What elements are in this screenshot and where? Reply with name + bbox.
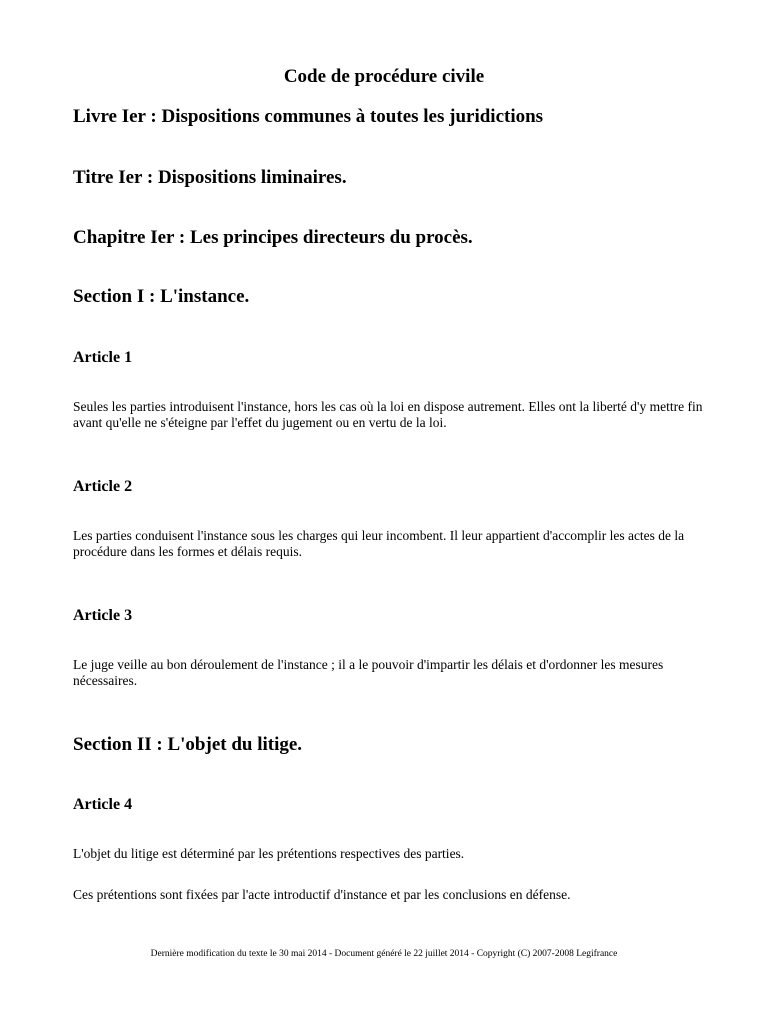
article-4-paragraph-1: L'objet du litige est déterminé par les prétentions respectives des parties. [73, 846, 465, 861]
article-3-text: Le juge veille au bon déroulement de l'instance ; il a le pouvoir d'impartir les délais et d'ordonner les mesures nécessaires. [73, 657, 664, 688]
page-footer: Dernière modification du texte le 30 mai 2014 - Document généré le 22 juillet 2014 - Copyright (C) 2007-2008 Legifrance [150, 949, 618, 959]
article-2-text: Les parties conduisent l'instance sous les charges qui leur incombent. Il leur appartient d'accomplir les actes de la procédure dans les formes et délais requis. [73, 528, 685, 559]
section-2-heading: Section II : L'objet du litige. [73, 734, 303, 755]
document-title: Code de procédure civile [283, 66, 485, 87]
chapitre-heading: Chapitre Ier : Les principes directeurs du procès. [73, 227, 473, 248]
article-4-paragraph-2: Ces prétentions sont fixées par l'acte introductif d'instance et par les conclusions en défense. [73, 887, 571, 902]
article-2-heading: Article 2 [73, 478, 133, 495]
article-1-text: Seules les parties introduisent l'instance, hors les cas où la loi en dispose autrement. Elles ont la liberté d'y mettre fin avant qu'elle ne s'éteigne par l'effet du jugement ou en vertu de la loi. [73, 399, 703, 430]
article-1-heading: Article 1 [73, 349, 133, 366]
livre-heading: Livre Ier : Dispositions communes à toutes les juridictions [73, 106, 544, 127]
section-1-heading: Section I : L'instance. [73, 286, 250, 307]
article-3-heading: Article 3 [73, 607, 133, 624]
titre-heading: Titre Ier : Dispositions liminaires. [73, 167, 347, 188]
article-4-heading: Article 4 [73, 796, 133, 813]
